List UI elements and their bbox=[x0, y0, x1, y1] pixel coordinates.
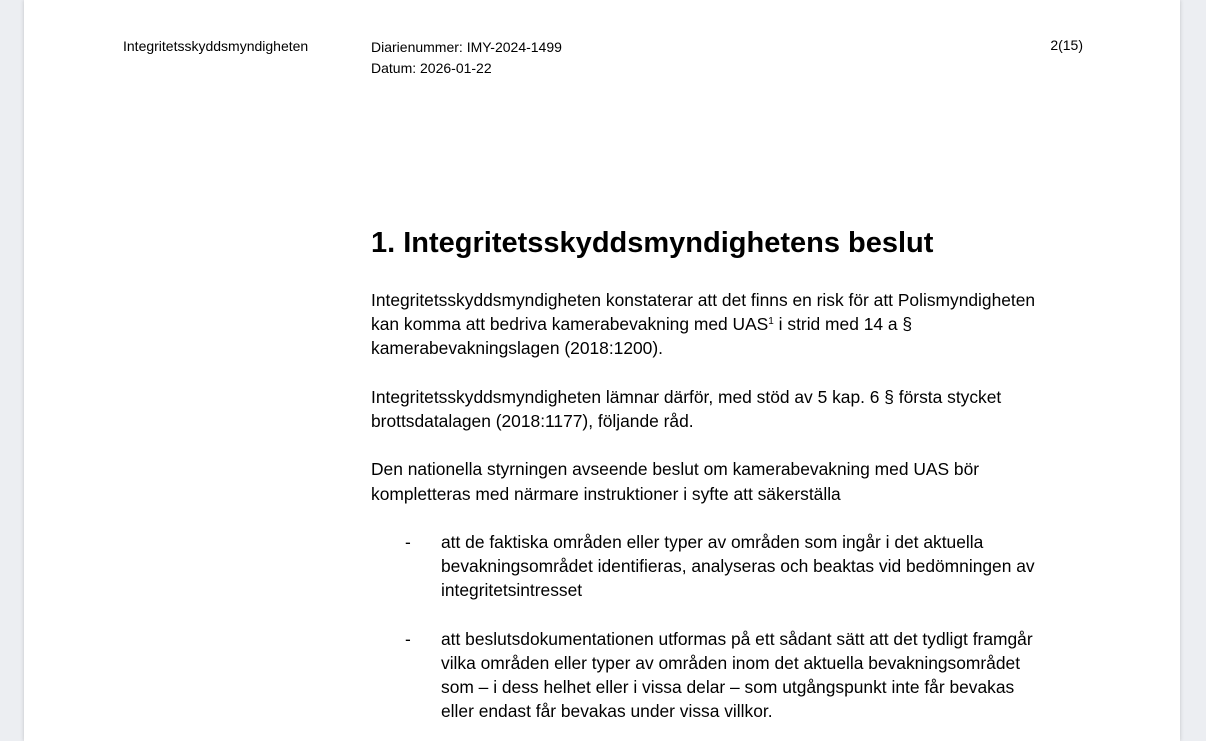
paragraph-3-line-1: Den nationella styrningen avseende beslut om kamerabevakning med UAS bör bbox=[371, 459, 980, 480]
advice-list bbox=[371, 530, 1111, 724]
list-item-line: integritetsintresset bbox=[441, 580, 583, 601]
footnote-reference[interactable]: 1 bbox=[768, 316, 774, 328]
list-item-line: att de faktiska områden eller typer av områden som ingår i det aktuella bbox=[441, 531, 984, 552]
list-dash: - bbox=[405, 628, 411, 649]
list-dash: - bbox=[405, 531, 411, 552]
paragraph-1-line-1: Integritetsskyddsmyndigheten konstaterar att det finns en risk för att Polismyndigheten bbox=[371, 290, 1036, 310]
paragraph-1 bbox=[371, 288, 1111, 361]
page-number: 2(15) bbox=[1050, 37, 1083, 53]
list-item-line: som – i dess helhet eller i vissa delar – som utgångspunkt inte får bevakas bbox=[441, 677, 1015, 698]
header-meta bbox=[371, 37, 562, 79]
paragraph-1-line-3: kamerabevakningslagen (2018:1200). bbox=[371, 338, 663, 359]
list-item-line: bevakningsområdet identifieras, analyseras och beaktas vid bedömningen av bbox=[441, 556, 1035, 577]
diarienummer: Diarienummer: IMY-2024-1499 bbox=[371, 39, 562, 55]
paragraph-3 bbox=[371, 457, 1111, 505]
paragraph-1-line-2 bbox=[371, 312, 1111, 336]
section-body bbox=[371, 288, 1111, 741]
section-heading: 1. Integritetsskyddsmyndighetens beslut bbox=[371, 227, 934, 259]
list-item bbox=[371, 530, 1111, 603]
document-page bbox=[24, 0, 1180, 741]
datum: Datum: 2026-01-22 bbox=[371, 60, 492, 76]
paragraph-1-line-2-end: i strid med 14 a § bbox=[773, 314, 913, 335]
paragraph-2 bbox=[371, 385, 1111, 433]
paragraph-2-line-1: Integritetsskyddsmyndigheten lämnar därför, med stöd av 5 kap. 6 § första stycket bbox=[371, 386, 1002, 407]
list-item-line: vilka områden eller typer av områden inom det aktuella bevakningsområdet bbox=[441, 652, 1021, 673]
paragraph-2-line-2: brottsdatalagen (2018:1177), följande råd. bbox=[371, 411, 694, 431]
paragraph-3-line-2: kompletteras med närmare instruktioner i syfte att säkerställa bbox=[371, 483, 841, 504]
list-item-line: att beslutsdokumentationen utformas på ett sådant sätt att det tydligt framgår bbox=[441, 628, 1033, 649]
header-organization: Integritetsskyddsmyndigheten bbox=[123, 38, 309, 54]
list-item bbox=[371, 627, 1111, 724]
paragraph-1-line-2-start: kan komma att bedriva kamerabevakning med UAS bbox=[371, 314, 769, 335]
list-item-line: eller endast får bevakas under vissa villkor. bbox=[441, 701, 773, 722]
